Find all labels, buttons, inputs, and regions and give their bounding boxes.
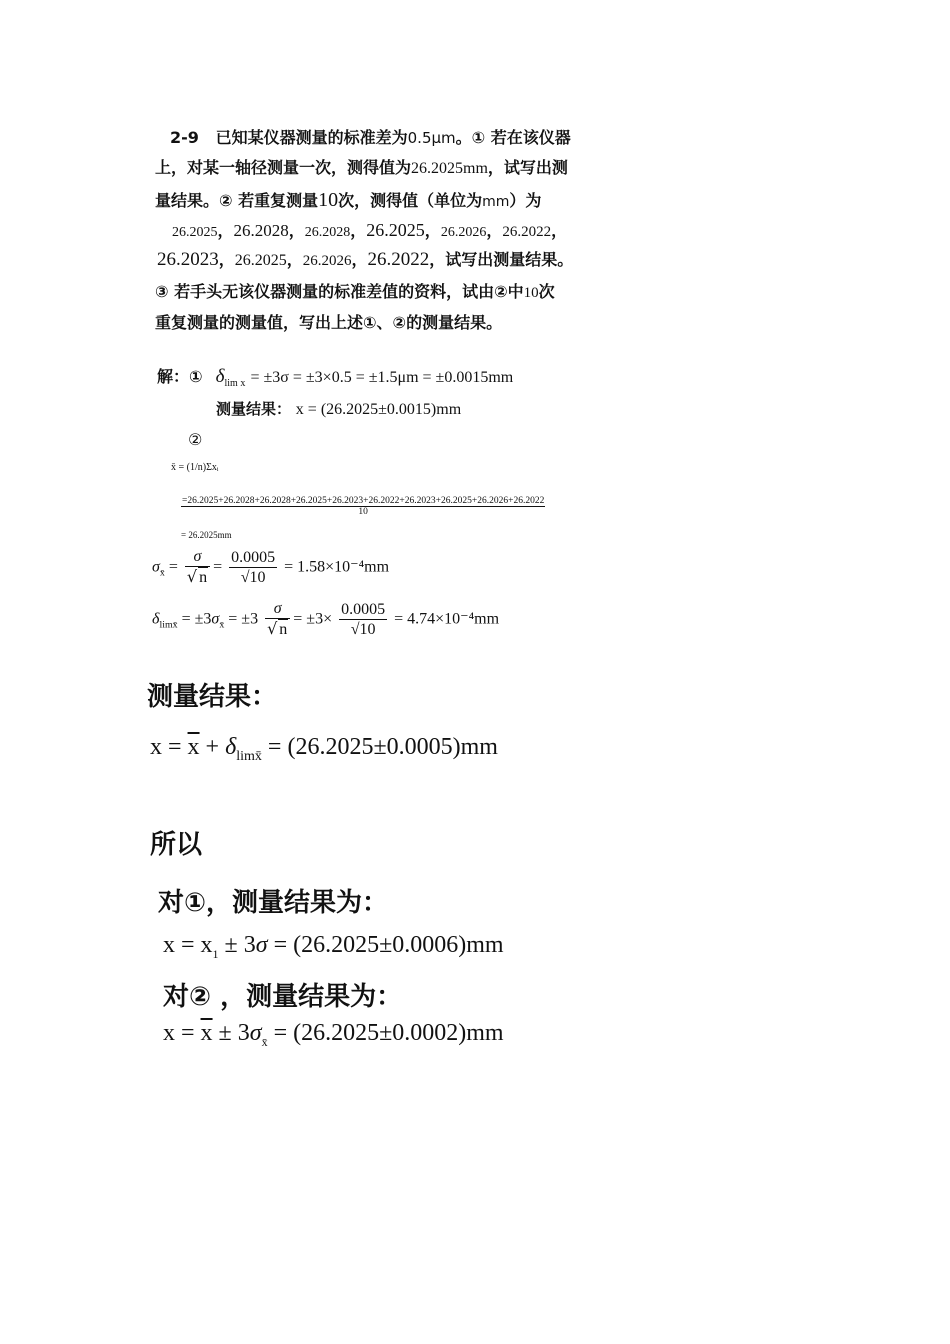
problem-line-3 <box>155 190 541 212</box>
n-value: 10 <box>318 189 339 211</box>
final-result: = (26.2025±0.0005)mm <box>267 734 498 760</box>
circle-label: ② <box>188 430 203 449</box>
problem-values-row-1: 26.2025，26.2028，26.2028，26.2025，26.2026，26.2022， <box>172 220 568 240</box>
measurement-value: 26.2026 <box>302 253 352 269</box>
measurement-value: 26.2028 <box>233 221 289 240</box>
result-eq-1: $x = x_1 \pm 3\sigma = (26.2025\pm 0.0006)mm$ <box>163 932 504 961</box>
single-value: 26.2025mm <box>411 160 488 177</box>
delta-denominator: √10 <box>350 620 376 638</box>
measurement-value: 26.2025 <box>366 220 425 240</box>
sigma-mean-equation: $\sigma_{x̄}$ = $\frac{\sigma}{√ n}$ = $\frac{0.0005}{√10}$ = 1.58×10⁻⁴mm <box>152 548 390 587</box>
for-1-heading <box>158 882 388 919</box>
problem-number: 2-9 <box>170 128 199 147</box>
mean-value <box>181 530 232 540</box>
text: 重复测量的测量值，写出上述①、②的测量结果。 <box>155 313 503 332</box>
measurement-value: 26.2026 <box>440 225 487 240</box>
mean-definition <box>171 462 219 473</box>
measurement-value: 26.2025 <box>234 252 287 269</box>
delta-numerator: 0.0005 <box>339 601 387 620</box>
mean-formula: x̄ = (1/n)Σxᵢ <box>171 462 219 473</box>
for-2-text: 对② ，测量结果为： <box>163 982 403 1012</box>
delta-equation: = ±3σ = ±3×0.5 = ±1.5μm = ±0.0015mm <box>250 369 514 386</box>
result-2-value: = (26.2025±0.0002)mm <box>273 1020 504 1046</box>
text: 次 <box>538 282 555 301</box>
circle-2 <box>188 430 202 449</box>
result-heading <box>147 676 277 713</box>
text: 量结果。② 若重复测量 <box>155 191 319 210</box>
therefore-heading <box>150 824 202 861</box>
sigma-value: 0.5μm <box>407 129 456 147</box>
delta-mean-equation: $\delta_{limx̄} = \pm 3\sigma_{x̄} = \pm 3$ $\frac{\sigma}{√ n}$ = ±3× $\frac{0.0005}{√10}$ = 4.74×10⁻⁴mm <box>152 600 500 639</box>
for-1-text: 对①，测量结果为： <box>158 888 389 918</box>
measurement-value: 26.2025 <box>172 225 218 240</box>
measurement-value: 26.2028 <box>304 225 351 240</box>
text: ）为 <box>509 191 542 210</box>
n-value: 10 <box>523 285 539 301</box>
result-1-line <box>216 398 461 419</box>
problem-line-1 <box>170 128 571 148</box>
heading-text: 测量结果： <box>147 682 278 712</box>
sigma-denominator: √10 <box>240 568 266 586</box>
text: 上，对某一轴径测量一次，测得值为 <box>155 158 412 177</box>
solution-label: 解：① <box>157 367 203 386</box>
text: ③ 若手头无该仪器测量的标准差值的资料，试由②中 <box>155 282 524 301</box>
sigma-result: = 1.58×10⁻⁴mm <box>284 558 390 576</box>
mean-denominator: 10 <box>358 507 368 517</box>
mean-sum: =26.2025+26.2028+26.2028+26.2025+26.2023+26.2022+26.2023+26.2025+26.2026+26.2022 <box>182 496 545 506</box>
result-eq-2: $x = \overline{x} \pm 3\sigma_{x̄} = (26.2025\pm 0.0002)mm$ <box>163 1020 504 1049</box>
solution-part-1: 解：① $\delta_{lim x} = \pm 3\sigma = \pm 3\times 0.5 = \pm 1.5\mu m = \pm 0.0015mm$ <box>157 366 514 390</box>
therefore-text: 所以 <box>150 830 203 860</box>
result-1-value: = (26.2025±0.0006)mm <box>273 932 504 958</box>
problem-values-row-2: 26.2023，26.2025，26.2026，26.2022，试写出测量结果。 <box>157 249 574 270</box>
final-equation: $x = \overline{x} + \delta_{limx̄} = (26.2025\pm 0.0005)mm$ <box>150 734 498 764</box>
text: ，试写出测量结果。 <box>429 250 574 269</box>
text: 已知某仪器测量的标准差为 <box>215 128 408 147</box>
measurement-value: 26.2022 <box>502 224 552 240</box>
mean-result: = 26.2025mm <box>181 530 232 540</box>
problem-line-7 <box>155 313 502 333</box>
text: 次，测得值（单位为 <box>338 191 483 210</box>
for-2-heading <box>163 976 402 1013</box>
text: ，试写出测 <box>487 158 568 177</box>
problem-line-6 <box>155 282 555 303</box>
measurement-value: 26.2023 <box>157 249 219 270</box>
delta-result: = 4.74×10⁻⁴mm <box>394 610 500 628</box>
result-label: 测量结果： <box>216 400 292 418</box>
sigma-numerator: 0.0005 <box>229 549 277 568</box>
problem-line-2 <box>155 158 568 179</box>
result-1: x = (26.2025±0.0015)mm <box>295 401 462 418</box>
unit: mm <box>482 194 510 210</box>
text: 。① 若在该仪器 <box>455 128 571 147</box>
mean-sum-fraction <box>181 496 545 517</box>
measurement-value: 26.2022 <box>367 249 430 270</box>
